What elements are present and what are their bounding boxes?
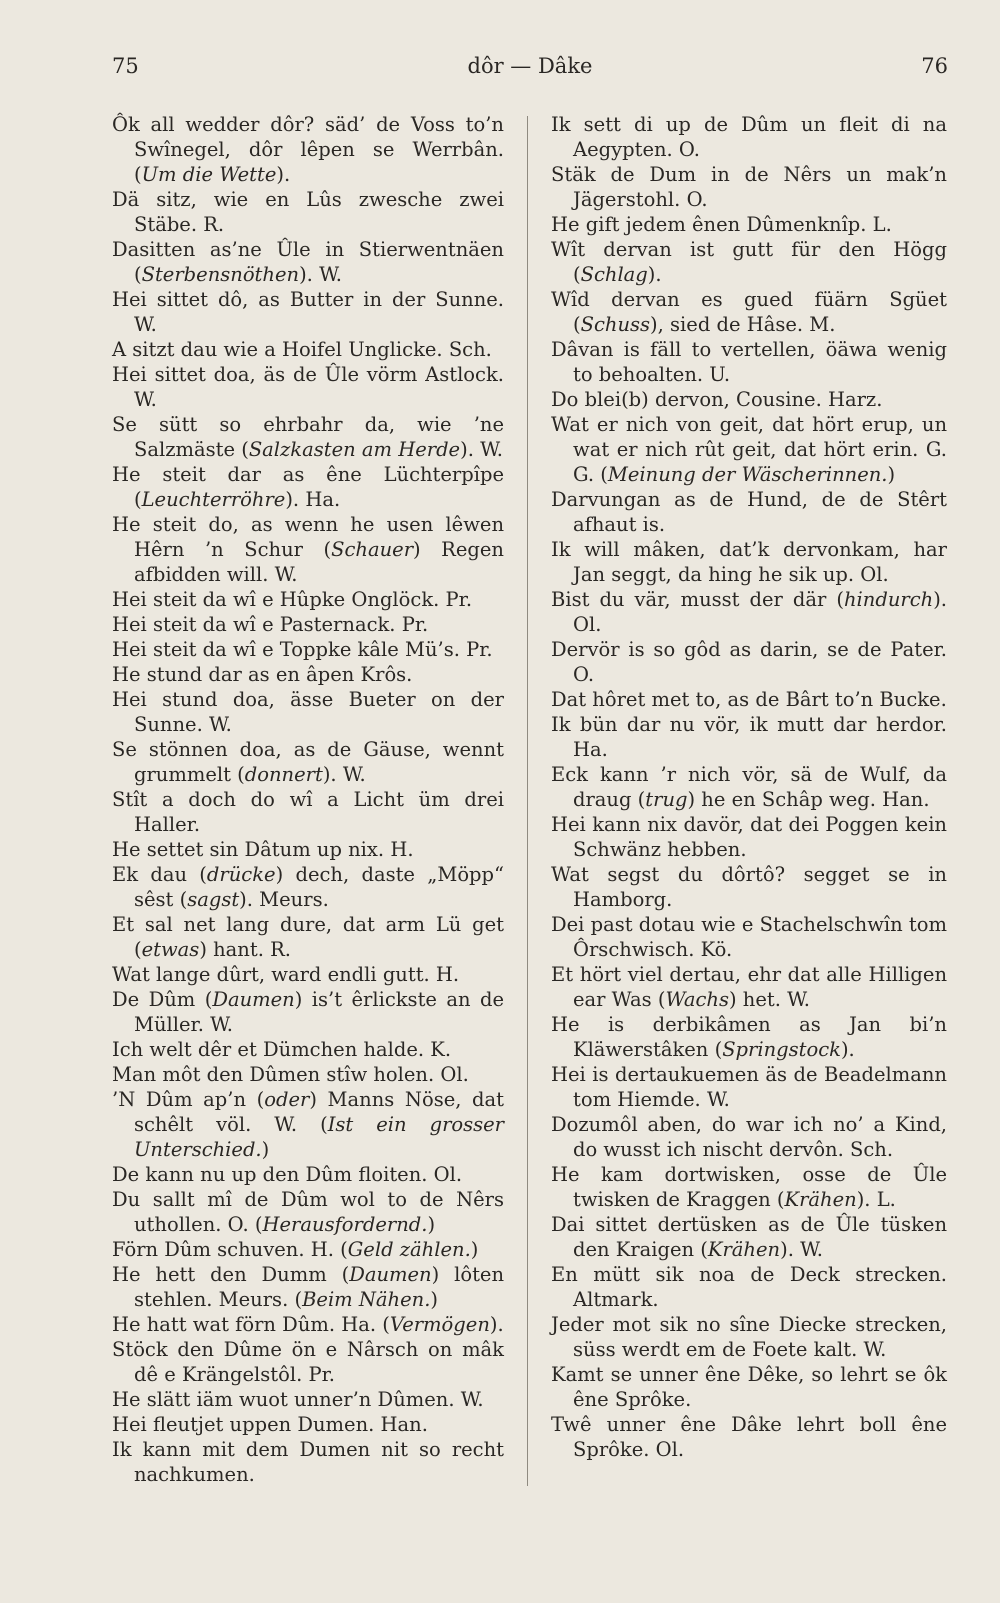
entry-text: Dai sittet dertüsken as de Ûle tüsken den Kraigen (	[551, 1213, 947, 1261]
entry-text: Wat lange dûrt, ward endli gutt. H.	[112, 963, 460, 986]
entry-text: ). L.	[856, 1188, 896, 1211]
entry-text: ) Manns Nöse, dat schêlt völ. W. (	[134, 1088, 504, 1136]
proverb-entry	[112, 412, 504, 462]
entry-text: Hei sittet dô, as Butter in der Sunne. W.	[112, 288, 504, 336]
proverb-entry	[112, 1237, 504, 1262]
proverb-entry	[551, 1162, 947, 1212]
proverb-entry	[551, 237, 947, 287]
entry-text: ) dech, daste „Möpp“ sêst (	[134, 863, 504, 911]
entry-text: Hei steit da wî e Toppke kâle Mü’s. Pr.	[112, 638, 493, 661]
gloss-text: Schauer	[331, 538, 414, 561]
proverb-entry	[112, 462, 504, 512]
page-number-right: 76	[921, 54, 948, 78]
proverb-entry	[551, 1112, 947, 1162]
gloss-text: sagst	[187, 888, 240, 911]
entry-text: ). W.	[299, 263, 342, 286]
proverb-entry	[112, 1387, 504, 1412]
gloss-text: Herausfordernd.	[262, 1213, 428, 1236]
entry-text: Hei steit da wî e Pasternack. Pr.	[112, 613, 429, 636]
entry-text: Stît a doch do wî a Licht üm drei Haller.	[112, 788, 504, 836]
proverb-entry	[551, 1212, 947, 1262]
entry-text: Ik will mâken, dat’k dervonkam, har Jan seggt, da hing he sik up. Ol.	[551, 538, 947, 586]
entry-text: ) lôten stehlen. Meurs. (	[134, 1263, 505, 1311]
entry-text: ) hant. R.	[199, 938, 291, 961]
right-column	[551, 112, 947, 1462]
gloss-text: Salzkasten am Herde	[248, 438, 461, 461]
gloss-text: oder	[264, 1088, 310, 1111]
entry-text: A sitzt dau wie a Hoifel Unglicke. Sch.	[112, 338, 492, 361]
column-divider	[527, 116, 528, 1486]
entry-text: Man môt den Dûmen stîw holen. Ol.	[112, 1063, 469, 1086]
proverb-entry	[112, 737, 504, 787]
proverb-entry	[112, 112, 504, 187]
proverb-entry	[551, 1412, 947, 1462]
proverb-entry	[112, 962, 504, 987]
entry-text: ).	[276, 163, 291, 186]
proverb-entry	[112, 187, 504, 237]
proverb-entry	[112, 1062, 504, 1087]
entry-text: Hei stund doa, ässe Bueter on der Sunne. W.	[112, 688, 504, 736]
entry-text: He hett den Dumm (	[112, 1263, 350, 1286]
entry-text: Ôk all wedder dôr? säd’ de Voss to’n Swînegel, dôr lêpen se Werrbân. (	[112, 113, 504, 186]
gloss-text: Leuchterröhre	[141, 488, 286, 511]
proverb-entry	[112, 687, 504, 737]
proverb-entry	[551, 412, 947, 487]
gloss-text: Schuss	[580, 313, 651, 336]
gloss-text: Springstock	[722, 1038, 841, 1061]
entry-text: ).	[840, 1038, 855, 1061]
entry-text: Ik kann mit dem Dumen nit so recht nachkumen.	[112, 1438, 504, 1486]
gloss-text: Geld zählen.	[347, 1238, 471, 1261]
proverb-entry	[551, 212, 947, 237]
entry-text: ). W.	[780, 1238, 823, 1261]
entry-text: De Dûm (	[112, 988, 213, 1011]
entry-text: Se sütt so ehrbahr da, wie ’ne Salzmäste (	[112, 413, 504, 461]
entry-text: Hei sittet doa, äs de Ûle vörm Astlock. W.	[112, 363, 504, 411]
entry-text: Jeder mot sik no sîne Diecke strecken, süss werdt em de Foete kalt. W.	[551, 1313, 947, 1361]
entry-text: ). Meurs.	[239, 888, 329, 911]
entry-text: Se stönnen doa, as de Gäuse, wennt grummelt (	[112, 738, 504, 786]
proverb-entry	[551, 1362, 947, 1412]
entry-text: )	[427, 1213, 436, 1236]
entry-text: ) he en Schâp weg. Han.	[687, 788, 930, 811]
proverb-entry	[551, 287, 947, 337]
entry-text: He kam dortwisken, osse de Ûle twisken de Kraggen (	[551, 1163, 947, 1211]
entry-text: Dei past dotau wie e Stachelschwîn tom Ôrschwisch. Kö.	[551, 913, 947, 961]
proverb-entry	[112, 637, 504, 662]
entry-text: ), sied de Hâse. M.	[650, 313, 836, 336]
proverb-entry	[112, 587, 504, 612]
gloss-text: Krähen	[784, 1188, 857, 1211]
entry-text: Do blei(b) dervon, Cousine. Harz.	[551, 388, 883, 411]
entry-text: ’N Dûm ap’n (	[112, 1088, 265, 1111]
entry-text: Stöck den Dûme ön e Nârsch on mâk dê e Krängelstôl. Pr.	[112, 1338, 504, 1386]
entry-text: He steit do, as wenn he usen lêwen Hêrn ’n Schur (	[112, 513, 504, 561]
proverb-entry	[112, 1187, 504, 1237]
entry-text: ) is’t êrlickste an de Müller. W.	[134, 988, 504, 1036]
gloss-text: Schlag	[580, 263, 648, 286]
entry-text: Hei fleutjet uppen Dumen. Han.	[112, 1413, 428, 1436]
entry-text: Hei steit da wî e Hûpke Onglöck. Pr.	[112, 588, 473, 611]
entry-text: )	[261, 1138, 270, 1161]
proverb-entry	[112, 1037, 504, 1062]
left-column	[112, 112, 504, 1487]
entry-text: Ik sett di up de Dûm un fleit di na Aegypten. O.	[551, 113, 947, 161]
entry-text: He stund dar as en âpen Krôs.	[112, 663, 413, 686]
entry-text: Ek dau (	[112, 863, 207, 886]
entry-text: He settet sin Dâtum up nix. H.	[112, 838, 414, 861]
proverb-entry	[112, 362, 504, 412]
proverb-entry	[551, 487, 947, 537]
proverb-entry	[551, 162, 947, 212]
proverb-entry	[112, 337, 504, 362]
proverb-entry	[112, 1312, 504, 1337]
entry-text: He is derbikâmen as Jan bi’n Kläwerstâken (	[551, 1013, 947, 1061]
proverb-entry	[112, 862, 504, 912]
entry-text: Darvungan as de Hund, de de Stêrt afhaut is.	[551, 488, 947, 536]
proverb-entry	[112, 512, 504, 587]
entry-text: ). Ha.	[285, 488, 341, 511]
proverb-entry	[551, 1062, 947, 1112]
entry-text: Ik bün dar nu vör, ik mutt dar herdor. Ha.	[551, 713, 947, 761]
page-header	[112, 54, 948, 94]
gloss-text: Beim Nähen.	[302, 1288, 431, 1311]
proverb-entry	[112, 662, 504, 687]
entry-text: Bist du vär, musst der där (	[551, 588, 844, 611]
gloss-text: hindurch	[843, 588, 934, 611]
proverb-entry	[551, 337, 947, 387]
entry-text: He steit dar as êne Lüchterpîpe (	[112, 463, 504, 511]
proverb-entry	[112, 612, 504, 637]
entry-text: Wat segst du dôrtô? segget se in Hamborg.	[551, 863, 947, 911]
gloss-text: Vermögen	[389, 1313, 490, 1336]
gloss-text: trug	[645, 788, 688, 811]
entry-text: Twê unner êne Dâke lehrt boll êne Sprôke. Ol.	[551, 1413, 947, 1461]
entry-text: Stäk de Dum in de Nêrs un mak’n Jägerstohl. O.	[551, 163, 947, 211]
proverb-entry	[112, 1412, 504, 1437]
entry-text: Dä sitz, wie en Lûs zwesche zwei Stäbe. R.	[112, 188, 504, 236]
proverb-entry	[551, 387, 947, 412]
proverb-entry	[112, 1262, 504, 1312]
entry-text: )	[430, 1288, 439, 1311]
entry-text: Dâvan is fäll to vertellen, öäwa wenig to behoalten. U.	[551, 338, 947, 386]
proverb-entry	[112, 1337, 504, 1387]
proverb-entry	[112, 912, 504, 962]
entry-text: Dozumôl aben, do war ich no’ a Kind, do wusst ich nischt dervôn. Sch.	[551, 1113, 947, 1161]
entry-text: Ich welt dêr et Dümchen halde. K.	[112, 1038, 452, 1061]
proverb-entry	[551, 762, 947, 812]
gloss-text: Ist ein grosser Unterschied.	[134, 1113, 505, 1161]
entry-text: ) Regen afbidden will. W.	[134, 538, 504, 586]
gloss-text: Um die Wette	[141, 163, 277, 186]
proverb-entry	[551, 687, 947, 712]
proverb-entry	[551, 537, 947, 587]
entry-text: Dervör is so gôd as darin, se de Pater. O.	[551, 638, 947, 686]
proverb-entry	[551, 712, 947, 762]
entry-text: Dat hôret met to, as de Bârt to’n Bucke.	[551, 688, 947, 711]
proverb-entry	[551, 862, 947, 912]
page-number-left: 75	[112, 54, 139, 78]
entry-text: ) het. W.	[728, 988, 810, 1011]
entry-text: Et hört viel dertau, ehr dat alle Hilligen ear Was (	[551, 963, 947, 1011]
proverb-entry	[551, 1012, 947, 1062]
proverb-entry	[112, 1162, 504, 1187]
proverb-entry	[551, 587, 947, 637]
proverb-entry	[551, 112, 947, 162]
entry-text: ).	[489, 1313, 504, 1336]
proverb-entry	[112, 1437, 504, 1487]
gloss-text: Wachs	[665, 988, 729, 1011]
entry-text: Du sallt mî de Dûm wol to de Nêrs uthollen. O. (	[112, 1188, 504, 1236]
entry-text: Et sal net lang dure, dat arm Lü get (	[112, 913, 504, 961]
proverb-entry	[112, 837, 504, 862]
entry-text: De kann nu up den Dûm floiten. Ol.	[112, 1163, 463, 1186]
entry-text: Wat er nich von geit, dat hört erup, un wat er nich rût geit, dat hört erin. G. G. (	[551, 413, 947, 486]
entry-text: Dasitten as’ne Ûle in Stierwentnäen (	[112, 238, 504, 286]
entry-text: ).	[647, 263, 662, 286]
proverb-entry	[112, 787, 504, 837]
entry-text: ). W.	[322, 763, 366, 786]
entry-text: Eck kann ’r nich vör, sä de Wulf, da draug (	[551, 763, 947, 811]
proverb-entry	[551, 962, 947, 1012]
gloss-text: Sterbensnöthen	[141, 263, 300, 286]
gloss-text: donnert	[244, 763, 323, 786]
entry-text: He slätt iäm wuot unner’n Dûmen. W.	[112, 1388, 484, 1411]
gloss-text: etwas	[141, 938, 200, 961]
entry-text: )	[470, 1238, 479, 1261]
entry-text: He hatt wat förn Dûm. Ha. (	[112, 1313, 390, 1336]
proverb-entry	[551, 912, 947, 962]
entry-text: )	[887, 463, 896, 486]
proverb-entry	[551, 1262, 947, 1312]
entry-text: He gift jedem ênen Dûmenknîp. L.	[551, 213, 892, 236]
entry-text: Hei is dertaukuemen äs de Beadelmann tom Hiemde. W.	[551, 1063, 947, 1111]
gloss-text: drücke	[206, 863, 276, 886]
entry-text: Förn Dûm schuven. H. (	[112, 1238, 348, 1261]
running-title: dôr — Dâke	[467, 54, 593, 78]
entry-text: ). Ol.	[573, 588, 947, 636]
proverb-entry	[551, 637, 947, 687]
proverb-entry	[112, 237, 504, 287]
proverb-entry	[112, 287, 504, 337]
gloss-text: Daumen	[212, 988, 295, 1011]
proverb-entry	[112, 1087, 504, 1162]
proverb-entry	[551, 1312, 947, 1362]
proverb-entry	[112, 987, 504, 1037]
entry-text: Wît dervan ist gutt für den Högg (	[551, 238, 947, 286]
entry-text: Wîd dervan es gued füärn Sgüet (	[551, 288, 947, 336]
proverb-entry	[551, 812, 947, 862]
entry-text: Kamt se unner êne Dêke, so lehrt se ôk êne Sprôke.	[551, 1363, 947, 1411]
entry-text: Hei kann nix davör, dat dei Poggen kein Schwänz hebben.	[551, 813, 947, 861]
entry-text: ). W.	[460, 438, 503, 461]
gloss-text: Krähen	[707, 1238, 781, 1261]
entry-text: En mütt sik noa de Deck strecken. Altmark.	[551, 1263, 947, 1311]
gloss-text: Meinung der Wäscherinnen.	[607, 463, 888, 486]
gloss-text: Daumen	[349, 1263, 432, 1286]
